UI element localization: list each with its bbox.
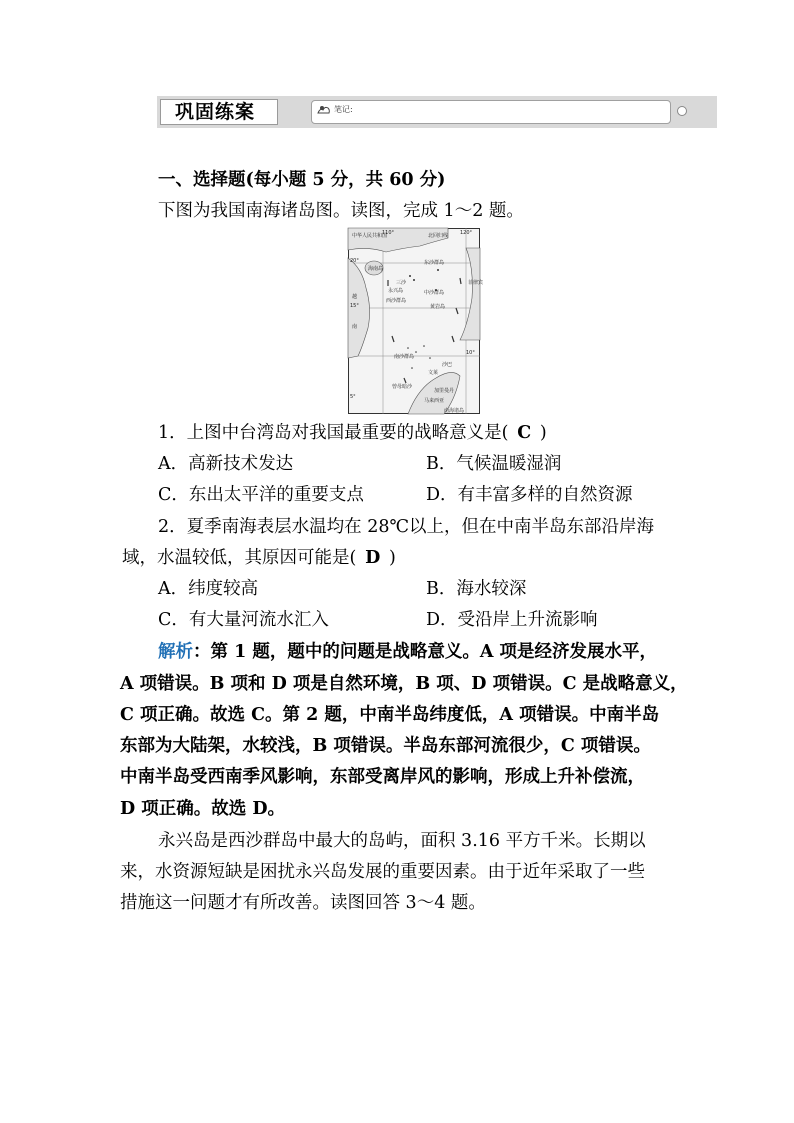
q1-stem	[158, 422, 547, 444]
map-label: 黄岩岛	[430, 304, 446, 310]
passage-line: 来，水资源短缺是困扰永兴岛发展的重要因素。由于近年采取了一些	[120, 862, 645, 882]
analysis-line: 中南半岛受西南季风影响，东部受离岸风的影响，形成上升补偿流，	[120, 767, 645, 787]
analysis-line: 东部为大陆架，水较浅，B 项错误。半岛东部河流很少，C 项错误。	[120, 736, 651, 756]
map-label: 120°	[460, 230, 473, 236]
map-label: 越	[352, 294, 358, 300]
notes-icon	[317, 104, 331, 116]
analysis-text: ：第 1 题，题中的问题是战略意义。A 项是经济发展水平，	[193, 642, 658, 662]
south-china-sea-map	[348, 228, 484, 414]
map-label: 文莱	[428, 370, 439, 376]
map-label: 加里曼丹	[434, 388, 455, 394]
map-label: 马来西亚	[424, 398, 445, 404]
map-label: 15°	[350, 303, 359, 309]
notes-label: 笔记:	[334, 105, 353, 114]
q2-option-c: C．有大量河流水汇入	[158, 610, 329, 630]
map-label: 北回归线	[428, 233, 449, 239]
analysis-line	[158, 641, 657, 663]
map-label: 110°	[382, 230, 395, 236]
q1-answer: C	[517, 423, 532, 443]
q1-close: )	[539, 423, 547, 443]
map-label: 曾母暗沙	[392, 384, 413, 390]
analysis-line: D 项正确。故选 D。	[120, 799, 286, 819]
q1-option-d: D．有丰富多样的自然资源	[426, 485, 633, 505]
map-label: 南海诸岛	[444, 408, 465, 414]
map-label: 西沙群岛	[386, 298, 407, 304]
map-label: 5°	[350, 394, 356, 400]
q1-option-b: B．气候温暖湿润	[426, 454, 562, 474]
map-label: 东沙群岛	[424, 260, 445, 266]
map-label: 10°	[466, 350, 475, 356]
map-label: 菲律宾	[468, 280, 484, 286]
q1-option-a: A．高新技术发达	[158, 454, 294, 474]
map-label: 三沙	[396, 280, 407, 286]
analysis-line: C 项正确。故选 C。第 2 题，中南半岛纬度低，A 项错误。中南半岛	[120, 705, 660, 725]
q1-stem-text: 1．上图中台湾岛对我国最重要的战略意义是(	[158, 423, 509, 443]
header-title: 巩固练案	[160, 99, 278, 125]
analysis-label: 解析	[158, 642, 193, 662]
passage-line: 措施这一问题才有所改善。读图回答 3～4 题。	[120, 893, 486, 913]
map-label: 沙巴	[442, 362, 453, 368]
q1-option-c: C．东出太平洋的重要支点	[158, 485, 364, 505]
map-label: 南	[352, 324, 358, 330]
q2-option-d: D．受沿岸上升流影响	[426, 610, 598, 630]
map-label: 中沙群岛	[424, 290, 445, 296]
q2-option-b: B．海水较深	[426, 579, 527, 599]
map-label: 南沙群岛	[394, 354, 415, 360]
q2-option-a: A．纬度较高	[158, 579, 259, 599]
section-intro: 下图为我国南海诸岛图。读图，完成 1～2 题。	[158, 201, 524, 221]
q2-stem-text: 域，水温较低，其原因可能是(	[122, 548, 357, 568]
map-label: 20°	[350, 258, 359, 264]
q2-stem-line1: 2．夏季南海表层水温均在 28℃以上，但在中南半岛东部沿岸海	[158, 517, 655, 537]
map-label: 永兴岛	[388, 288, 404, 294]
q2-answer: D	[365, 548, 381, 568]
notes-field[interactable]	[311, 100, 671, 124]
analysis-line: A 项错误。B 项和 D 项是自然环境，B 项、D 项错误。C 是战略意义，	[120, 674, 688, 694]
section-heading: 一、选择题(每小题 5 分，共 60 分)	[158, 170, 446, 190]
notes-end-icon	[677, 106, 687, 116]
map-label: 中华人民共和国	[352, 233, 388, 239]
map-label: 海南岛	[368, 266, 384, 272]
q2-close: )	[389, 548, 396, 568]
q2-stem-line2	[122, 547, 396, 569]
passage-line: 永兴岛是西沙群岛中最大的岛屿，面积 3.16 平方千米。长期以	[158, 831, 646, 851]
